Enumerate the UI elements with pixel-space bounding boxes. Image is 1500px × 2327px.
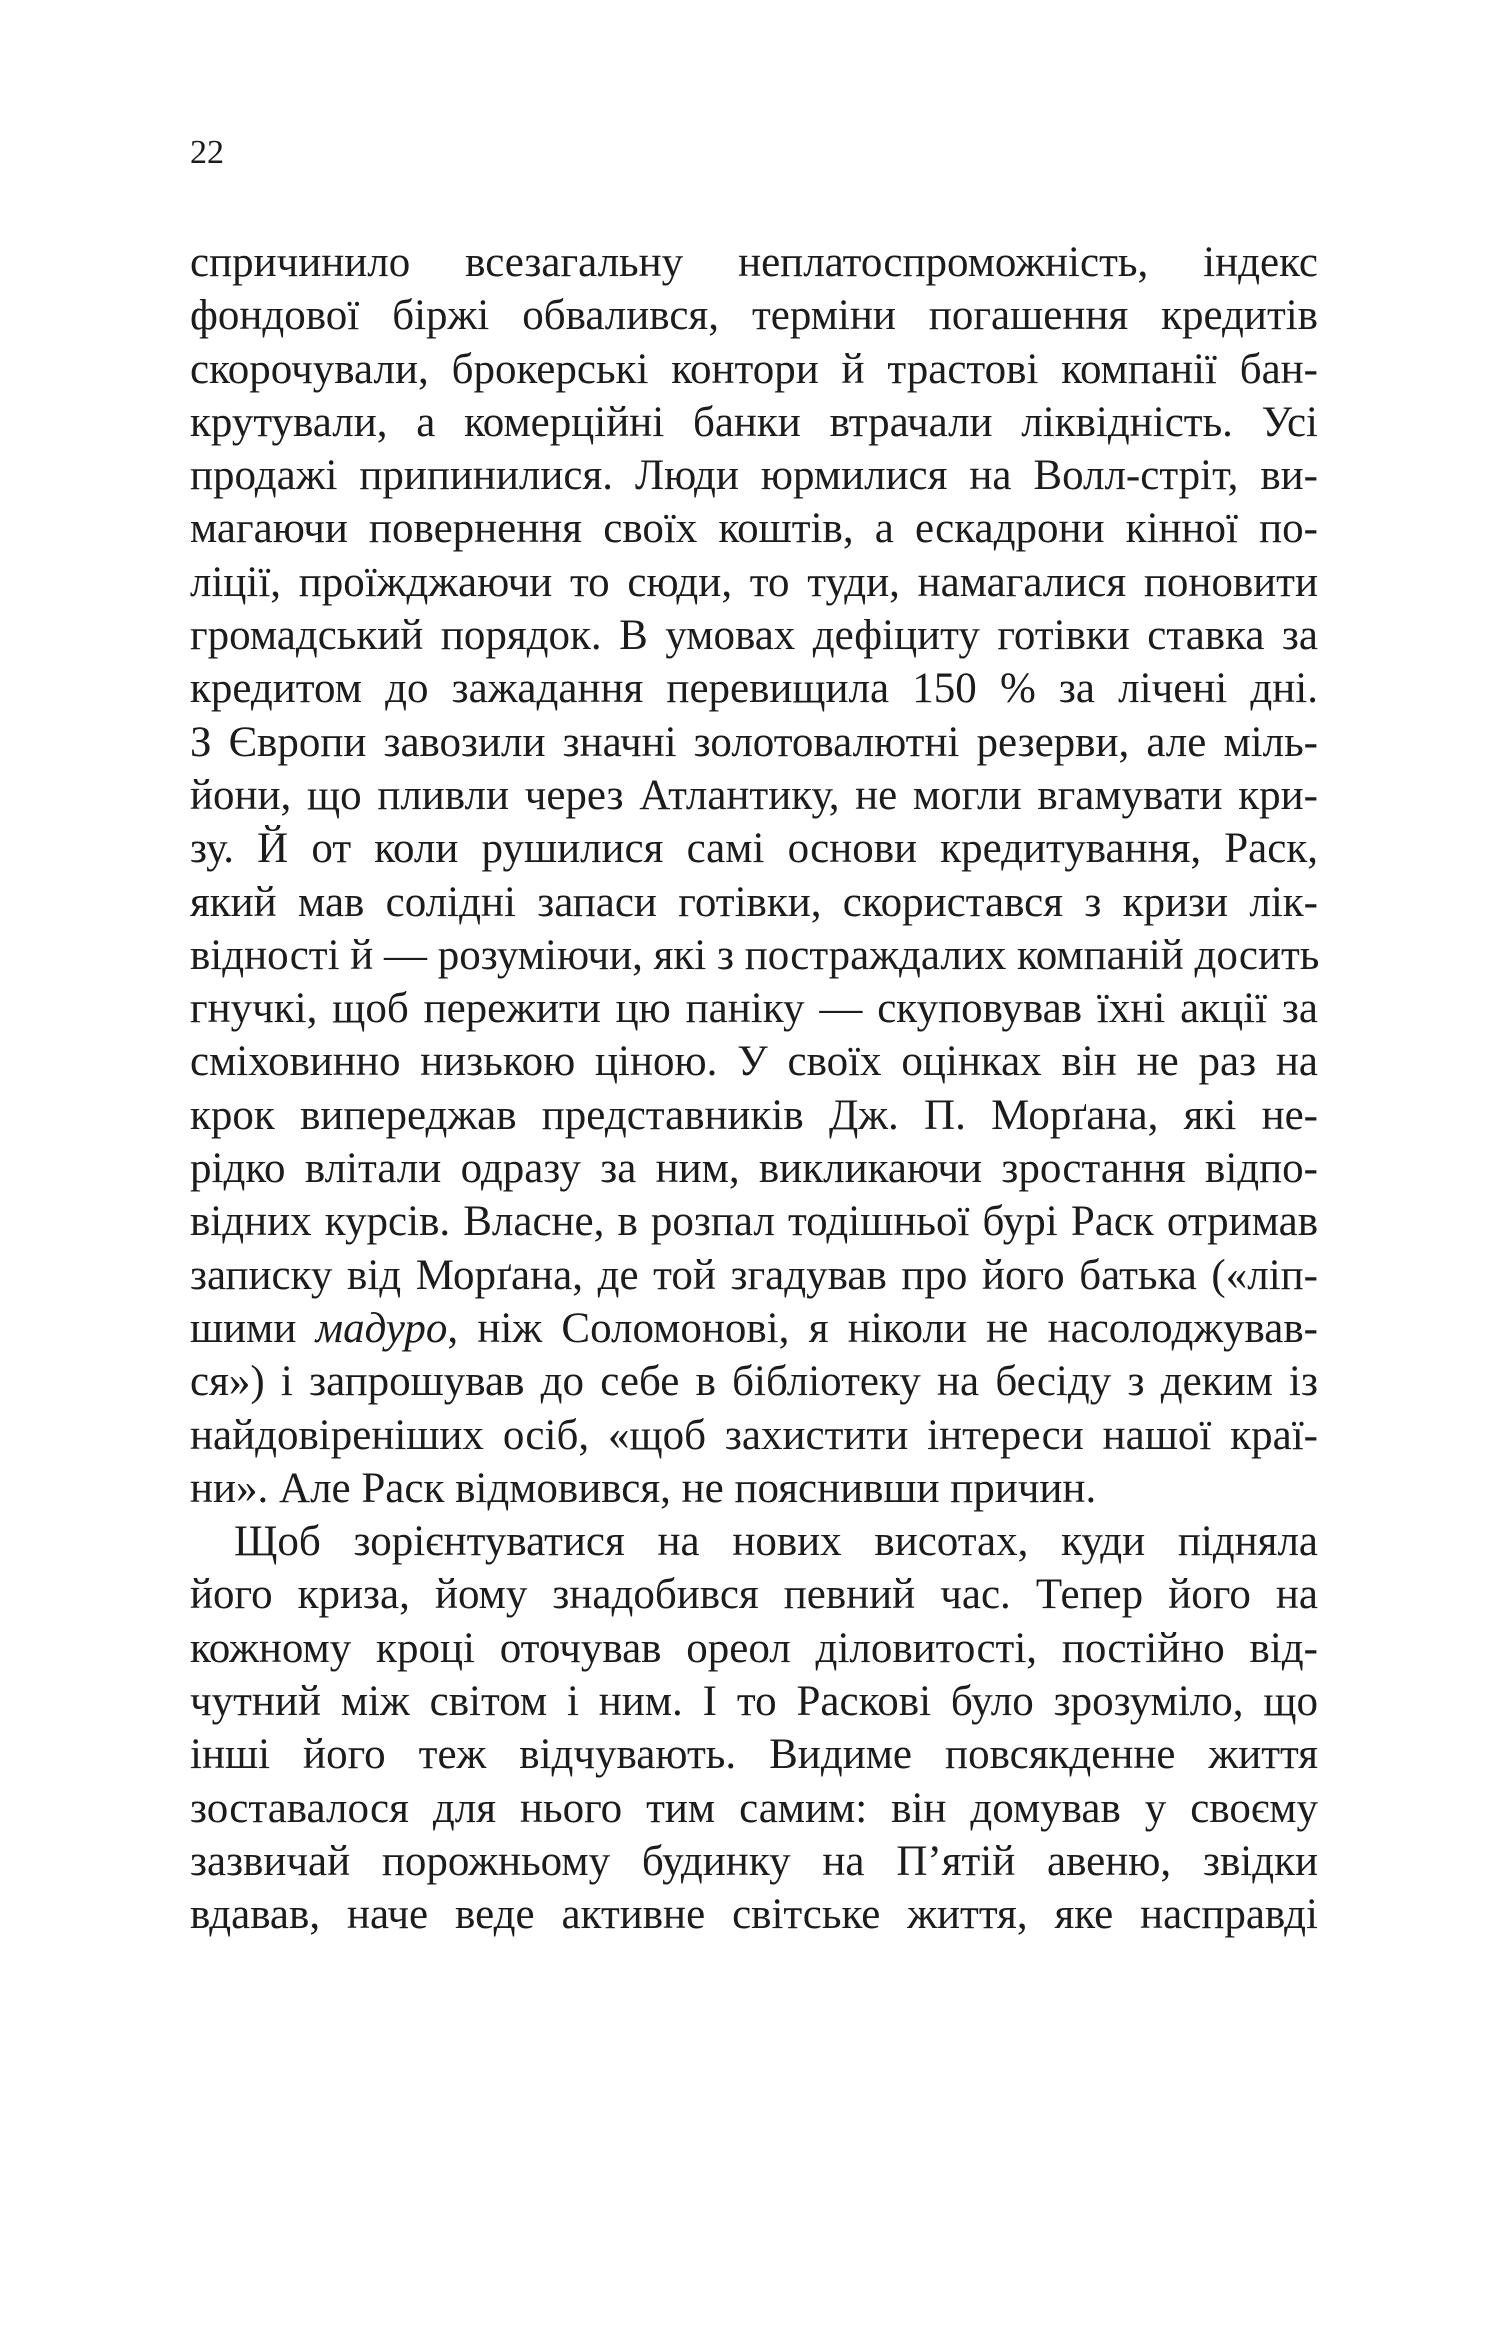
text-line: З Європи завозили значні золотовалютні резерви, але міль- xyxy=(190,718,1318,766)
text-line: зоставалося для нього тим самим: він домував у своєму xyxy=(190,1784,1318,1832)
text-line: ся») і запрошував до себе в бібліотеку на бесіду з деким із xyxy=(190,1358,1318,1406)
text-line: рідко влітали одразу за ним, викликаючи зростання відпо- xyxy=(190,1145,1318,1193)
text-line: зазвичай порожньому будинку на П’ятій авеню, звідки xyxy=(190,1837,1318,1885)
text-line: магаючи повернення своїх коштів, а ескадрони кінної по- xyxy=(190,505,1318,553)
page-number: 22 xyxy=(190,134,224,171)
text-line: відних курсів. Власне, в розпал тодішньої бурі Раск отримав xyxy=(190,1198,1318,1246)
text-line: фондової біржі обвалився, терміни погашення кредитів xyxy=(190,292,1318,340)
text-line: який мав солідні запаси готівки, скористався з кризи лік- xyxy=(190,878,1318,926)
text-line: сміховинно низькою ціною. У своїх оцінках він не раз на xyxy=(190,1038,1318,1086)
text-line: кожному кроці оточував ореол діловитості, постійно від- xyxy=(190,1624,1318,1672)
text-line: крутували, а комерційні банки втрачали ліквідність. Усі xyxy=(190,398,1318,446)
text-line: скорочували, брокерські контори й трастові компанії бан- xyxy=(190,345,1318,393)
text-line: йони, що пливли через Атлантику, не могли вгамувати кри- xyxy=(190,771,1318,819)
text-line: чутний між світом і ним. І то Раскові було зрозуміло, що xyxy=(190,1678,1318,1726)
text-segment: , ніж Соломонові, я ніколи не насолоджував- xyxy=(447,1304,1318,1352)
text-line: найдовіреніших осіб, «щоб захистити інтереси нашої краї- xyxy=(190,1411,1318,1459)
text-line: записку від Морґана, де той згадував про його батька («ліп- xyxy=(190,1251,1318,1299)
body-text xyxy=(190,236,1318,1942)
text-line: інші його теж відчувають. Видиме повсякденне життя xyxy=(190,1731,1318,1779)
text-line: ліції, проїжджаючи то сюди, то туди, намагалися поновити xyxy=(190,558,1318,606)
text-line: крок випереджав представників Дж. П. Морґана, які не- xyxy=(190,1091,1318,1139)
text-line: зу. Й от коли рушилися самі основи кредитування, Раск, xyxy=(190,825,1318,873)
text-line: відності й — розуміючи, які з постраждалих компаній досить xyxy=(190,931,1320,979)
text-line: Щоб зорієнтуватися на нових висотах, куди підняла xyxy=(234,1518,1318,1566)
text-line: громадський порядок. В умовах дефіциту готівки ставка за xyxy=(190,612,1318,660)
text-line: ни». Але Раск відмовився, не пояснивши причин. xyxy=(190,1464,1097,1512)
paragraph-2 xyxy=(190,1515,1318,1941)
text-line: гнучкі, щоб пережити цю паніку — скуповував їхні акції за xyxy=(190,985,1318,1033)
text-line-italic xyxy=(190,1302,1318,1355)
italic-word: мадуро xyxy=(315,1304,448,1352)
text-line: кредитом до зажадання перевищила 150 % за лічені дні. xyxy=(190,665,1318,713)
paragraph-1 xyxy=(190,236,1318,1515)
text-line: вдавав, наче веде активне світське життя, яке насправді xyxy=(190,1891,1318,1939)
text-line: його криза, йому знадобився певний час. Тепер його на xyxy=(190,1571,1318,1619)
text-segment: шими xyxy=(190,1304,316,1352)
text-line: спричинило всезагальну неплатоспроможність, індекс xyxy=(190,239,1318,286)
text-line: продажі припинилися. Люди юрмилися на Волл-стріт, ви- xyxy=(190,452,1318,500)
